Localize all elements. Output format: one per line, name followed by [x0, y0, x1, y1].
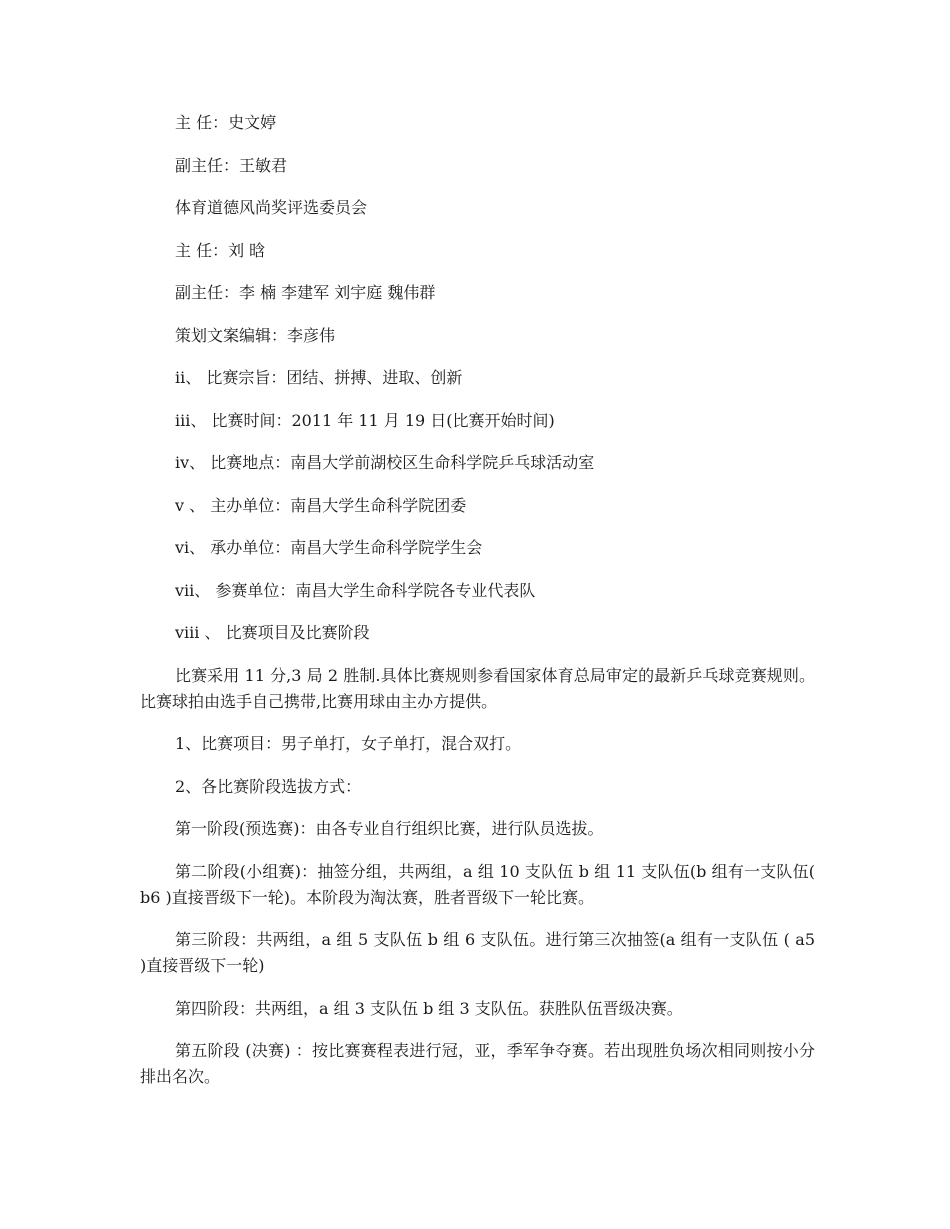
director-line: 主 任：史文婷	[175, 113, 277, 132]
organizer-line: ⅴ 、 主办单位：南昌大学生命科学院团委	[175, 495, 467, 515]
document-body	[140, 110, 815, 1090]
committee-deputy-line: 副主任：李 楠 李建军 刘宇庭 魏伟群	[175, 283, 436, 302]
host-line: ⅵ、 承办单位：南昌大学生命科学院学生会	[175, 538, 483, 557]
participants-line: ⅶ、 参赛单位：南昌大学生命科学院各专业代表队	[175, 580, 536, 600]
stage-3: 第三阶段：共两组，a 组 5 支队伍 b 组 6 支队伍。进行第三次抽签(a 组有一支队伍 ( a5 )直接晋级下一轮)	[140, 930, 815, 975]
committee-title: 体育道德风尚奖评选委员会	[175, 198, 368, 217]
editor-line: 策划文案编辑：李彦伟	[175, 325, 336, 345]
events-heading: ⅷ 、 比赛项目及比赛阶段	[175, 623, 370, 642]
rules-paragraph: 比赛采用 11 分,3 局 2 胜制.具体比赛规则参看国家体育总局审定的最新乒乓球竞赛规则。比赛球拍由选手自己携带,比赛用球由主办方提供。	[140, 665, 815, 711]
venue-line: ⅳ、 比赛地点：南昌大学前湖校区生命科学院乒乓球活动室	[175, 453, 595, 472]
stage-4: 第四阶段：共两组，a 组 3 支队伍 b 组 3 支队伍。获胜队伍晋级决赛。	[175, 998, 683, 1018]
events-item: 1、比赛项目：男子单打，女子单打，混合双打。	[175, 734, 522, 753]
purpose-line: ⅱ、 比赛宗旨：团结、拼搏、进取、创新	[175, 368, 463, 387]
stages-title: 2、各比赛阶段选拔方式：	[175, 776, 362, 796]
deputy-director-line: 副主任：王敏君	[175, 155, 288, 175]
stage-1: 第一阶段(预选赛)：由各专业自行组织比赛，进行队员选拔。	[175, 819, 604, 838]
stage-5: 第五阶段 (决赛) ：按比赛赛程表进行冠，亚，季军争夺赛。若出现胜负场次相同则按小分排出名次。	[140, 1041, 815, 1086]
committee-director-line: 主 任：刘 晗	[175, 240, 266, 260]
time-line: ⅲ、 比赛时间：2011 年 11 月 19 日(比赛开始时间)	[175, 410, 555, 430]
stage-2: 第二阶段(小组赛)：抽签分组，共两组，a 组 10 支队伍 b 组 11 支队伍(b 组有一支队伍( b6 )直接晋级下一轮)。本阶段为淘汰赛，胜者晋级下一轮比赛。	[140, 861, 815, 907]
